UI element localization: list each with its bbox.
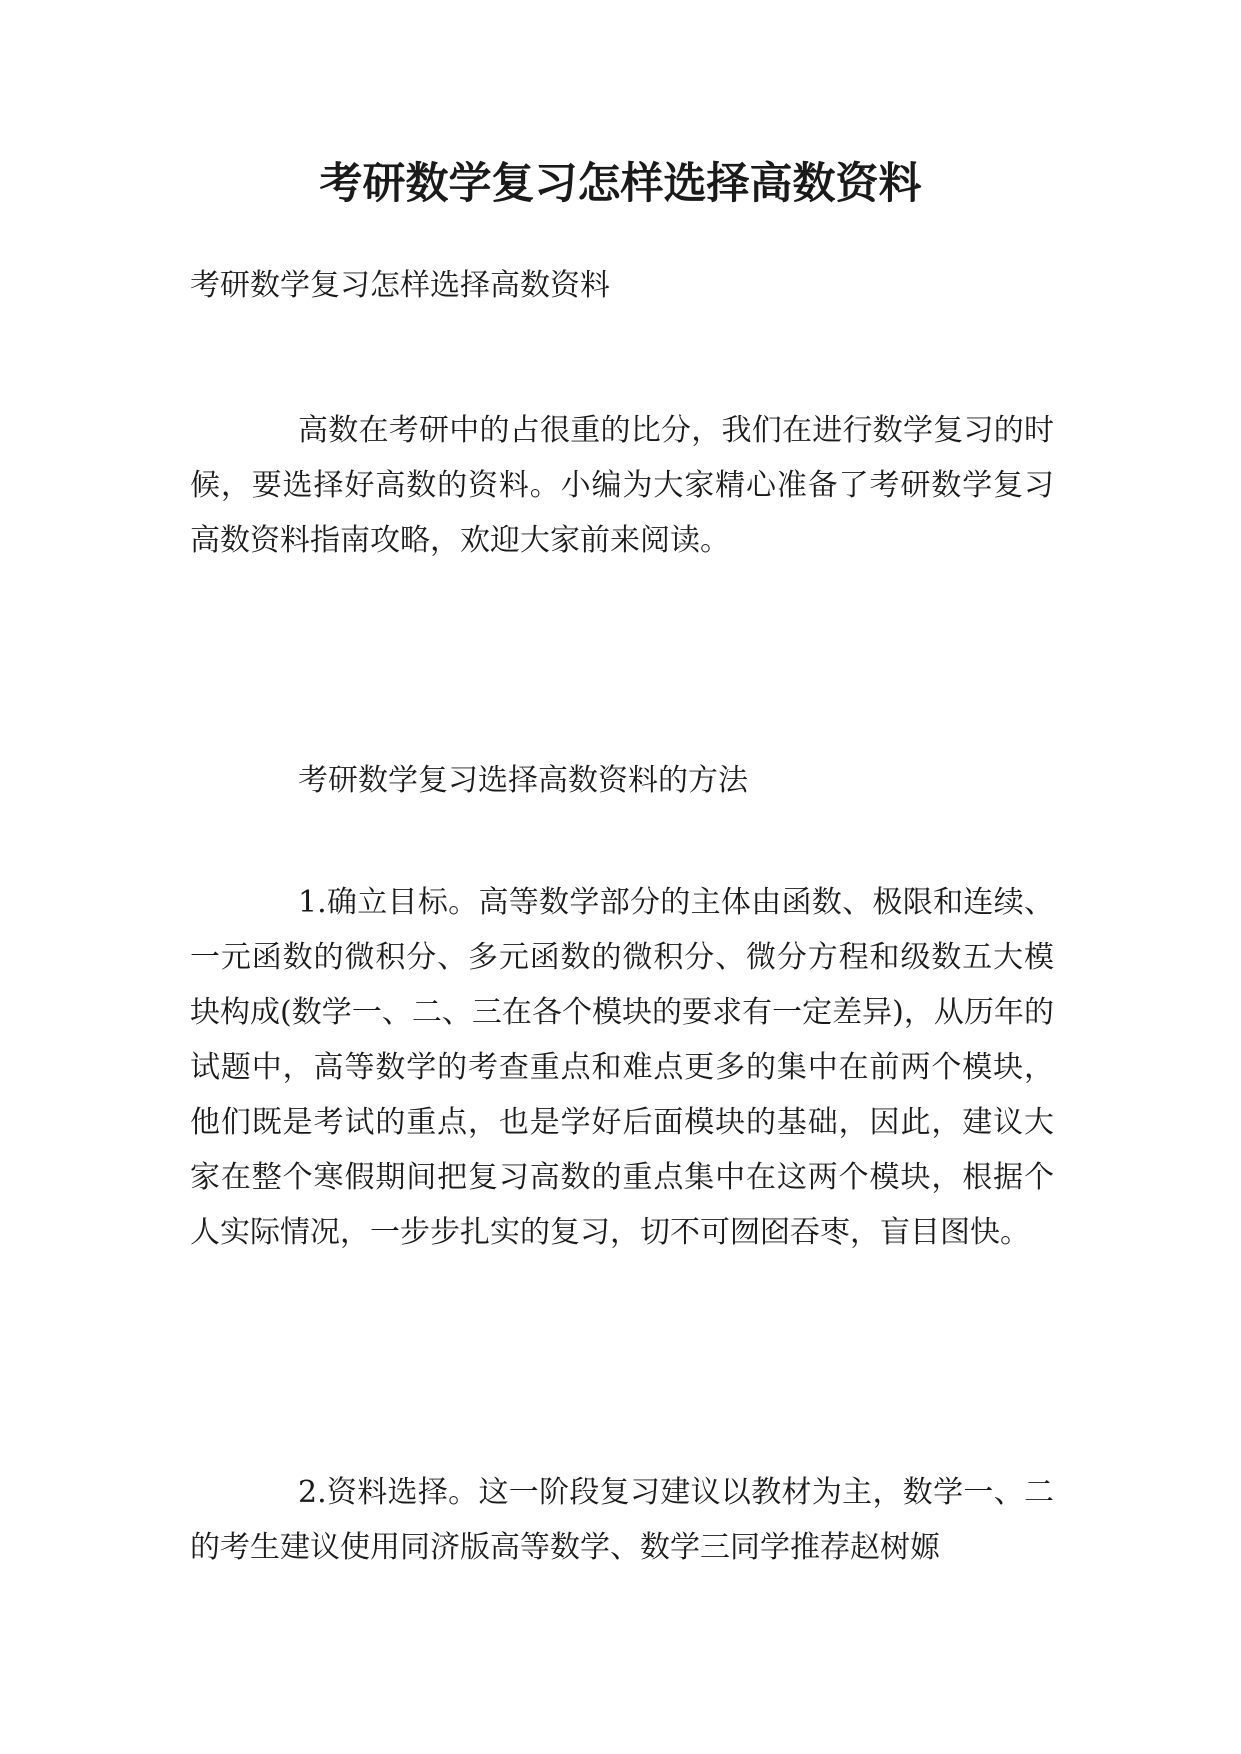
document-title: 考研数学复习怎样选择高数资料 (319, 159, 922, 209)
section-heading: 考研数学复习选择高数资料的方法 (298, 763, 748, 798)
intro-paragraph: 高数在考研中的占很重的比分，我们在进行数学复习的时候，要选择好高数的资料。小编为大家精心准备了考研数学复习高数资料指南攻略，欢迎大家前来阅读。 (190, 413, 1054, 558)
list-item-2-paragraph: 2.资料选择。这一阶段复习建议以教材为主，数学一、二的考生建议使用同济版高等数学、数学三同学推荐赵树嫄 (190, 1475, 1054, 1565)
list-item-1-paragraph: 1.确立目标。高等数学部分的主体由函数、极限和连续、一元函数的微积分、多元函数的微积分、微分方程和级数五大模块构成(数学一、二、三在各个模块的要求有一定差异)，从历年的试题中，高等数学的考查重点和难点更多的集中在前两个模块，他们既是考试的重点，也是学好后面模块的基础，因此，建议大家在整个寒假期间把复习高数的重点集中在这两个模块，根据个人实际情况，一步步扎实的复习，切不可囫囵吞枣，盲目图快。 (190, 885, 1054, 1250)
document-subtitle: 考研数学复习怎样选择高数资料 (190, 268, 610, 303)
